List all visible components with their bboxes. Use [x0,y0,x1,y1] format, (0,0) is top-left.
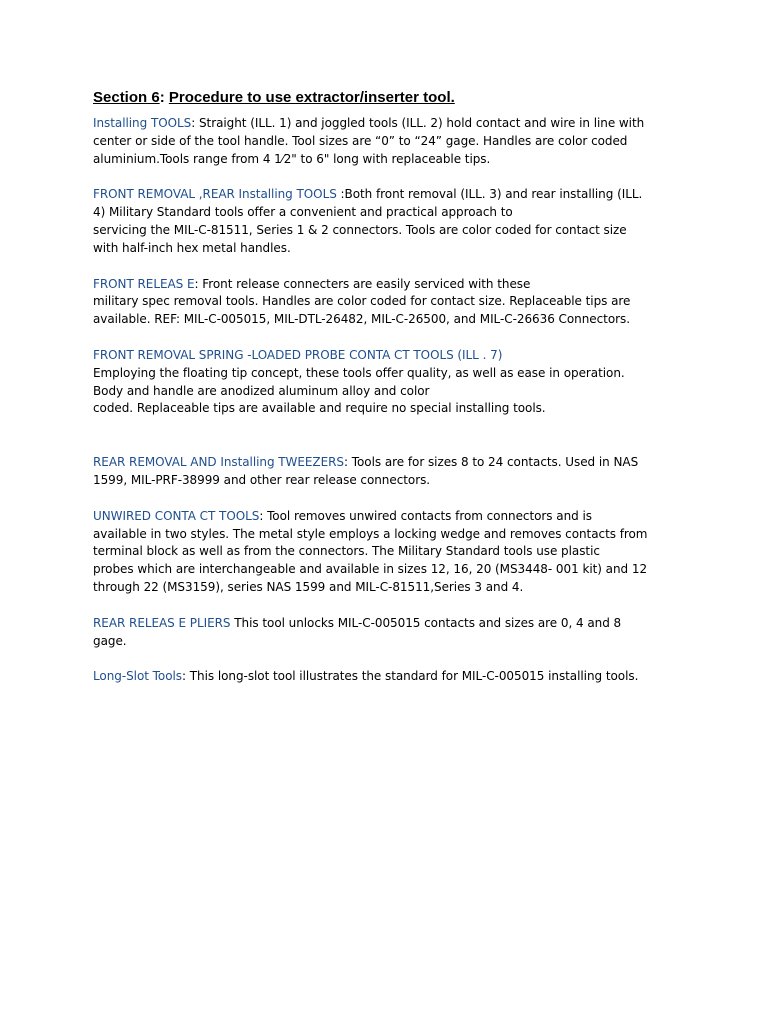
section-title: Procedure to use extractor/inserter tool. [168,89,455,106]
paragraph-lead: REAR RELEAS E PLIERS [93,615,231,630]
paragraph-text: :Both front removal (ILL. 3) and rear installing (ILL. [336,187,643,202]
paragraph-lead: FRONT REMOVAL SPRING -LOADED PROBE CONTA CT TOOLS (ILL . 7) [93,347,503,362]
paragraph-lead: UNWIRED CONTA CT TOOLS [93,508,260,523]
paragraph-spacer [93,650,683,668]
paragraph-line: military spec removal tools. Handles are color coded for contact size. Replaceable tips are [93,294,631,309]
document-page [93,87,683,686]
paragraph-line: through 22 (MS3159), series NAS 1599 and MIL-C-81511,Series 3 and 4. [93,579,524,594]
paragraph-text: : Straight (ILL. 1) and joggled tools (ILL. 2) hold contact and wire in line with [191,116,645,130]
paragraph-line: Body and handle are anodized aluminum alloy and color [93,383,430,398]
paragraph-spacer [93,490,683,508]
paragraph-unwired-contact-tools [93,508,683,597]
paragraph-line: coded. Replaceable tips are available and require no special installing tools. [93,401,546,416]
paragraph-line: center or side of the tool handle. Tool sizes are “0” to “24” gage. Handles are color coded [93,133,628,148]
paragraph-lead: FRONT RELEAS E [93,276,195,291]
paragraph-spacer [93,329,683,347]
section-number: Section 6 [93,89,160,106]
paragraph-front-release [93,276,683,329]
paragraph-spring-loaded-probe [93,347,683,418]
paragraph-rear-removal-tweezers [93,454,683,490]
paragraph-line [93,276,683,294]
paragraph-lead: FRONT REMOVAL ,REAR Installing TOOLS [93,187,337,202]
paragraph-spacer [93,597,683,615]
paragraph-line [93,186,683,204]
paragraph-text: This tool unlocks MIL-C-005015 contacts and sizes are 0, 4 and 8 [230,615,622,630]
paragraph-front-removal-rear-installing [93,186,683,257]
paragraph-spacer [93,258,683,276]
section-heading [93,87,683,109]
paragraph-line [93,508,683,526]
paragraph-line: gage. [93,633,127,648]
paragraph-line: available. REF: MIL-C-005015, MIL-DTL-26482, MIL-C-26500, and MIL-C-26636 Connectors. [93,312,630,327]
paragraph-line: with half-inch hex metal handles. [93,240,291,255]
section-colon: : [159,89,169,106]
paragraph-line: 4) Military Standard tools offer a convenient and practical approach to [93,205,513,220]
paragraph-line: available in two styles. The metal style employs a locking wedge and removes contacts from [93,526,648,541]
paragraph-long-slot-tools [93,668,683,686]
paragraph-spacer [93,168,683,186]
paragraph-line [93,668,683,686]
paragraph-line [93,454,683,472]
paragraph-line [93,115,683,133]
paragraph-line [93,615,683,633]
paragraph-text: : Tools are for sizes 8 to 24 contacts. Used in NAS [344,455,639,470]
paragraph-line: servicing the MIL-C-81511, Series 1 & 2 connectors. Tools are color coded for contact size [93,222,627,237]
paragraph-line: aluminium.Tools range from 4 1⁄2" to 6" long with replaceable tips. [93,151,491,166]
paragraph-installing-tools [93,115,683,168]
paragraph-line: 1599, MIL-PRF-38999 and other rear release connectors. [93,472,431,487]
paragraph-lead: Installing TOOLS [93,116,192,130]
paragraph-text: : This long-slot tool illustrates the standard for MIL-C-005015 installing tools. [182,669,639,684]
paragraph-rear-release-pliers [93,615,683,651]
paragraph-text: : Tool removes unwired contacts from connectors and is [259,508,592,523]
paragraph-line: Employing the floating tip concept, these tools offer quality, as well as ease in operation. [93,365,625,380]
paragraph-spacer [93,418,683,454]
paragraph-line: terminal block as well as from the connectors. The Military Standard tools use plastic [93,544,600,559]
paragraph-line [93,347,683,365]
paragraph-text: : Front release connecters are easily serviced with these [194,276,531,291]
paragraph-lead: REAR REMOVAL AND Installing TWEEZERS [93,455,344,470]
paragraph-lead: Long-Slot Tools [93,669,182,684]
paragraph-line: probes which are interchangeable and available in sizes 12, 16, 20 (MS3448- 001 kit) and 12 [93,562,648,577]
